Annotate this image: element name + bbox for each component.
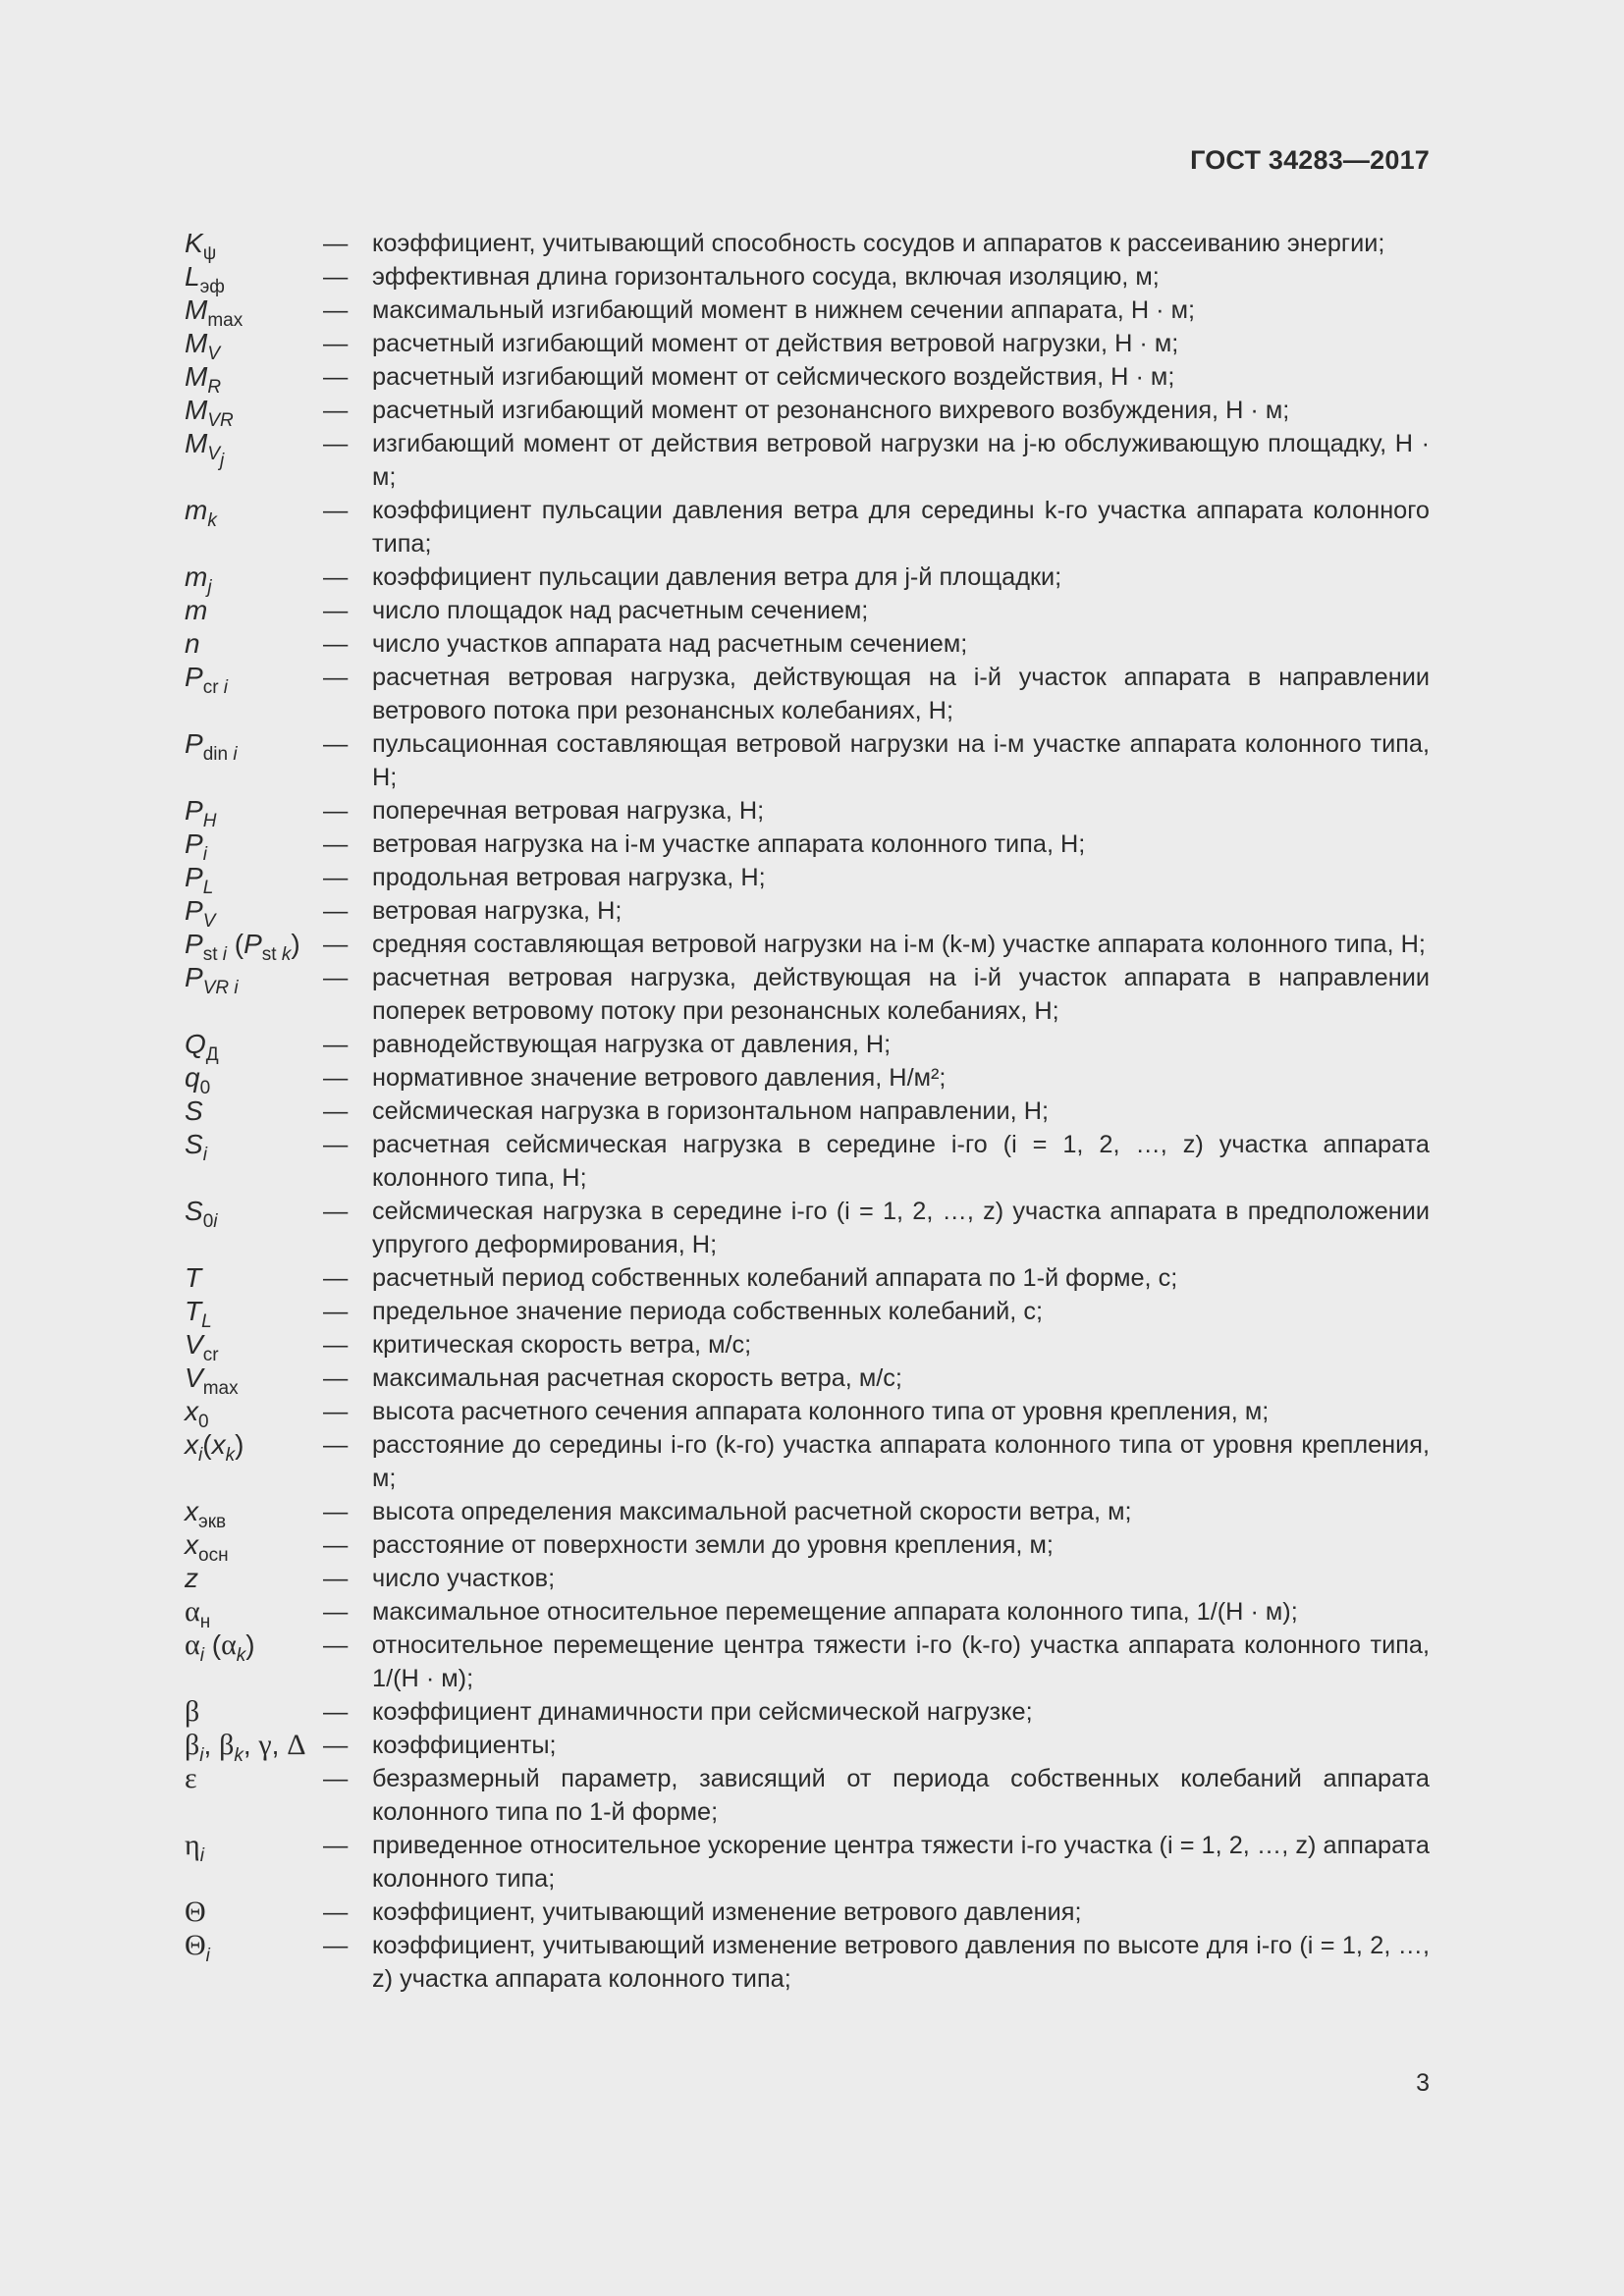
definition-text: расчетная ветровая нагрузка, действующая на i-й участок аппарата в направлении ветрового потока при резонансных колебаниях, Н; [372, 664, 1430, 724]
definition-row [185, 794, 1430, 831]
em-dash: — [323, 397, 349, 424]
definition-row [185, 894, 1430, 932]
definition-text: ветровая нагрузка на i-м участке аппарата колонного типа, Н; [372, 830, 1086, 858]
em-dash: — [323, 1898, 349, 1926]
definition-text: продольная ветровая нагрузка, Н; [372, 864, 766, 891]
definition-row [185, 1729, 1430, 1766]
definition-row [185, 1896, 1430, 1929]
em-dash: — [323, 1264, 349, 1292]
definition-row [185, 1595, 1430, 1632]
em-dash: — [323, 897, 349, 925]
symbol: $m_j$ [185, 561, 212, 598]
definition-row [185, 594, 1430, 627]
em-dash: — [323, 931, 349, 958]
definition-row [185, 828, 1430, 865]
symbol: $\alpha_н$ [185, 1595, 211, 1632]
definition-text: расстояние от поверхности земли до уровня крепления, м; [372, 1531, 1054, 1559]
em-dash: — [323, 563, 349, 591]
symbol: $M_V$ [185, 328, 221, 364]
definition-text: высота расчетного сечения аппарата колонного типа от уровня крепления, м; [372, 1398, 1270, 1425]
definition-row [185, 661, 1430, 727]
definition-text: приведенное относительное ускорение центра тяжести i-го участка (i = 1, 2, …, z) аппарата колонного типа; [372, 1832, 1430, 1893]
symbol: $P_{VR i}$ [185, 962, 239, 998]
definition-text: нормативное значение ветрового давления, Н/м²; [372, 1064, 947, 1092]
symbol: $x_{осн}$ [185, 1529, 229, 1566]
symbol: $S_i$ [185, 1129, 207, 1165]
em-dash: — [323, 597, 349, 624]
em-dash: — [323, 1431, 349, 1459]
definition-row [185, 961, 1430, 1028]
definition-row [185, 394, 1430, 431]
definition-text: максимальное относительное перемещение аппарата колонного типа, 1/(Н · м); [372, 1598, 1298, 1626]
symbol: $L_{эф}$ [185, 261, 225, 297]
symbol: Θ [185, 1896, 206, 1928]
definition-row [185, 1829, 1430, 1896]
symbol-definitions-list [185, 227, 1430, 1996]
symbol: $q_0$ [185, 1062, 211, 1098]
definition-row [185, 427, 1430, 494]
symbol: $m_k$ [185, 495, 217, 531]
symbol: T [185, 1262, 202, 1293]
definition-row [185, 1028, 1430, 1065]
symbol: $x_{экв}$ [185, 1496, 227, 1532]
symbol: $x_i(x_k)$ [185, 1429, 244, 1466]
definition-text: эффективная длина горизонтального сосуда, включая изоляцию, м; [372, 263, 1160, 291]
em-dash: — [323, 730, 349, 758]
definition-text: сейсмическая нагрузка в горизонтальном направлении, Н; [372, 1097, 1050, 1125]
definition-row [185, 227, 1430, 264]
em-dash: — [323, 1331, 349, 1359]
em-dash: — [323, 664, 349, 691]
definition-text: пульсационная составляющая ветровой нагрузки на i-м участке аппарата колонного типа, Н; [372, 730, 1430, 791]
definition-text: коэффициент пульсации давления ветра для середины k-го участка аппарата колонного типа; [372, 497, 1430, 558]
definition-text: максимальный изгибающий момент в нижнем сечении аппарата, Н · м; [372, 296, 1195, 324]
symbol: $x_0$ [185, 1396, 209, 1432]
em-dash: — [323, 1698, 349, 1726]
em-dash: — [323, 430, 349, 457]
em-dash: — [323, 1631, 349, 1659]
em-dash: — [323, 1097, 349, 1125]
definition-text: расчетная ветровая нагрузка, действующая на i-й участок аппарата в направлении поперек ветровому потоку при резонансных колебаниях, Н; [372, 964, 1430, 1025]
em-dash: — [323, 1298, 349, 1325]
em-dash: — [323, 1364, 349, 1392]
symbol: $T_L$ [185, 1296, 212, 1332]
definition-row [185, 1362, 1430, 1399]
definition-row [185, 1629, 1430, 1695]
definition-text: коэффициент, учитывающий изменение ветрового давления по высоте для i-го (i = 1, 2, …, z) участка аппарата колонного типа; [372, 1932, 1430, 1993]
definition-row [185, 1762, 1430, 1829]
em-dash: — [323, 1932, 349, 1959]
symbol: $\Theta_i$ [185, 1929, 210, 1966]
symbol: $M_{max}$ [185, 294, 244, 331]
em-dash: — [323, 1398, 349, 1425]
definition-text: критическая скорость ветра, м/с; [372, 1331, 752, 1359]
definition-text: расчетный изгибающий момент от резонансного вихревого возбуждения, Н · м; [372, 397, 1290, 424]
symbol: $\eta_i$ [185, 1829, 204, 1866]
em-dash: — [323, 964, 349, 991]
definition-row [185, 1428, 1430, 1495]
symbol: $P_V$ [185, 895, 216, 932]
symbol: $Q_Д$ [185, 1029, 219, 1065]
em-dash: — [323, 263, 349, 291]
symbol: β [185, 1695, 200, 1728]
definition-text: относительное перемещение центра тяжести i-го (k-го) участка аппарата колонного типа, 1/(Н · м); [372, 1631, 1430, 1692]
symbol: $M_R$ [185, 361, 222, 398]
definition-row [185, 861, 1430, 898]
symbol: $P_i$ [185, 828, 207, 865]
definition-row [185, 1562, 1430, 1595]
symbol: ε [185, 1762, 197, 1794]
em-dash: — [323, 1064, 349, 1092]
definition-row [185, 1261, 1430, 1295]
definition-row [185, 260, 1430, 297]
definition-text: число площадок над расчетным сечением; [372, 597, 869, 624]
em-dash: — [323, 330, 349, 357]
definition-row [185, 494, 1430, 561]
symbol: n [185, 628, 200, 659]
definition-text: равнодействующая нагрузка от давления, Н; [372, 1031, 892, 1058]
em-dash: — [323, 497, 349, 524]
em-dash: — [323, 1565, 349, 1592]
em-dash: — [323, 1031, 349, 1058]
definition-row [185, 561, 1430, 598]
definition-text: расстояние до середины i-го (k-го) участка аппарата колонного типа от уровня крепления, м; [372, 1431, 1430, 1492]
page-number: 3 [1416, 2069, 1430, 2097]
definition-row [185, 1328, 1430, 1365]
definition-row [185, 727, 1430, 794]
definition-row [185, 1495, 1430, 1532]
em-dash: — [323, 1598, 349, 1626]
standard-header: ГОСТ 34283—2017 [1190, 145, 1430, 175]
definition-row [185, 327, 1430, 364]
symbol: $M_{VR}$ [185, 395, 234, 431]
definition-row [185, 1095, 1430, 1128]
definition-row [185, 1395, 1430, 1432]
em-dash: — [323, 864, 349, 891]
em-dash: — [323, 797, 349, 825]
definition-text: средняя составляющая ветровой нагрузки на i-м (k-м) участке аппарата колонного типа, Н; [372, 931, 1426, 958]
definition-text: коэффициент, учитывающий способность сосудов и аппаратов к рассеиванию энергии; [372, 230, 1385, 257]
symbol: m [185, 595, 208, 625]
definition-row [185, 1195, 1430, 1261]
symbol: $K_\psi$ [185, 228, 217, 264]
em-dash: — [323, 630, 349, 658]
symbol: $P_H$ [185, 795, 217, 831]
definition-text: сейсмическая нагрузка в середине i-го (i = 1, 2, …, z) участка аппарата в предположении упругого деформирования, Н; [372, 1198, 1430, 1258]
em-dash: — [323, 830, 349, 858]
em-dash: — [323, 230, 349, 257]
definition-text: поперечная ветровая нагрузка, Н; [372, 797, 765, 825]
definition-text: коэффициент, учитывающий изменение ветрового давления; [372, 1898, 1082, 1926]
symbol: S [185, 1095, 203, 1126]
definition-row [185, 360, 1430, 398]
definition-text: число участков аппарата над расчетным сечением; [372, 630, 968, 658]
definition-row [185, 1528, 1430, 1566]
em-dash: — [323, 1131, 349, 1158]
symbol: $\beta_i$, $\beta_k$, γ, Δ [185, 1729, 306, 1766]
definition-text: коэффициент пульсации давления ветра для j-й площадки; [372, 563, 1062, 591]
symbol: $S_{0i}$ [185, 1196, 218, 1232]
em-dash: — [323, 1531, 349, 1559]
definition-row [185, 1929, 1430, 1996]
symbol: $P_L$ [185, 862, 214, 898]
definition-text: расчетный изгибающий момент от действия ветровой нагрузки, Н · м; [372, 330, 1179, 357]
definition-text: изгибающий момент от действия ветровой нагрузки на j-ю обслуживающую площадку, Н · м; [372, 430, 1430, 491]
symbol: $P_{st i}$ $(P_{st k})$ [185, 929, 300, 965]
em-dash: — [323, 1765, 349, 1792]
definition-row [185, 294, 1430, 331]
symbol: $V_{cr}$ [185, 1329, 219, 1365]
definition-text: безразмерный параметр, зависящий от периода собственных колебаний аппарата колонного типа по 1-й форме; [372, 1765, 1430, 1826]
definition-text: число участков; [372, 1565, 556, 1592]
definition-text: предельное значение периода собственных колебаний, с; [372, 1298, 1044, 1325]
em-dash: — [323, 1498, 349, 1525]
definition-row [185, 1295, 1430, 1332]
symbol: $M_{V_j}$ [185, 428, 225, 471]
symbol: $P_{din i}$ [185, 728, 238, 765]
definition-text: расчетный изгибающий момент от сейсмического воздействия, Н · м; [372, 363, 1175, 391]
definition-row [185, 1128, 1430, 1195]
symbol: z [185, 1563, 198, 1593]
definition-row [185, 1061, 1430, 1098]
definition-row [185, 928, 1430, 965]
definition-text: расчетный период собственных колебаний аппарата по 1-й форме, с; [372, 1264, 1178, 1292]
definition-text: расчетная сейсмическая нагрузка в середине i-го (i = 1, 2, …, z) участка аппарата колонного типа, Н; [372, 1131, 1430, 1192]
symbol: $\alpha_i$ $(\alpha_k)$ [185, 1629, 255, 1666]
definition-text: коэффициент динамичности при сейсмической нагрузке; [372, 1698, 1033, 1726]
definition-text: коэффициенты; [372, 1732, 557, 1759]
definition-text: ветровая нагрузка, Н; [372, 897, 623, 925]
symbol: $P_{cr i}$ [185, 662, 229, 698]
em-dash: — [323, 363, 349, 391]
em-dash: — [323, 296, 349, 324]
em-dash: — [323, 1198, 349, 1225]
definition-row [185, 1695, 1430, 1729]
em-dash: — [323, 1732, 349, 1759]
em-dash: — [323, 1832, 349, 1859]
definition-text: максимальная расчетная скорость ветра, м/с; [372, 1364, 902, 1392]
definition-row [185, 627, 1430, 661]
definition-text: высота определения максимальной расчетной скорости ветра, м; [372, 1498, 1132, 1525]
symbol: $V_{max}$ [185, 1362, 239, 1399]
